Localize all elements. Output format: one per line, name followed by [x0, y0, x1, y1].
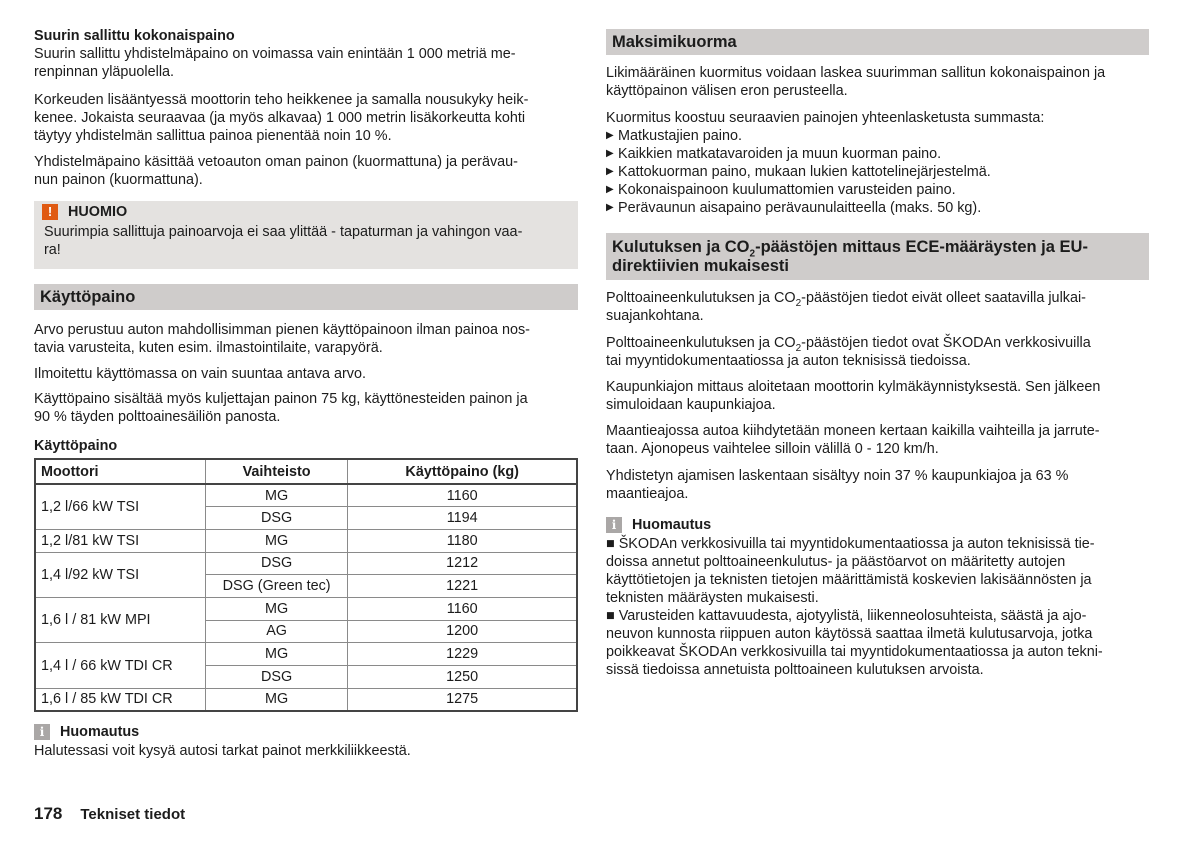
title-subscript: 2 [749, 248, 756, 260]
subscript: 2 [795, 297, 802, 309]
max-load-bullet-list [606, 127, 1149, 217]
list-item [606, 127, 1149, 145]
gross-weight-heading: Suurin sallittu kokonaispaino [34, 28, 235, 44]
weight-cell: 1160 [348, 484, 577, 507]
list-item [606, 163, 1149, 181]
gearbox-cell: DSG [205, 666, 348, 689]
left-note-text: Halutessasi voit kysyä autosi tarkat painot merkkiliikkeestä. [34, 743, 411, 759]
title-text: Kulutuksen ja CO [612, 238, 750, 256]
gross-weight-p3: Yhdistelmäpaino käsittää vetoauton oman painon (kuormattuna) ja perävau- nun painon (kuormattuna). [34, 154, 518, 188]
engine-cell: 1,4 l/92 kW TSI [35, 552, 205, 597]
text: suajankohtana. [606, 308, 704, 324]
gearbox-cell: DSG [205, 507, 348, 530]
weight-cell: 1160 [348, 597, 577, 620]
gearbox-cell: MG [205, 529, 348, 552]
left-note-title: Huomautus [60, 724, 140, 740]
info-icon: i [606, 517, 622, 533]
consumption-title-line2: direktiivien mukaisesti [612, 257, 789, 275]
table-row [35, 688, 577, 711]
gearbox-cell: DSG [205, 552, 348, 575]
triangle-bullet-icon: ▶ [606, 184, 614, 195]
left-note [34, 722, 578, 760]
triangle-bullet-icon: ▶ [606, 166, 614, 177]
text: tai myyntidokumentaatiossa ja auton teknisissä tiedoissa. [606, 353, 971, 369]
header-weight: Käyttöpaino (kg) [348, 459, 577, 484]
weight-cell: 1200 [348, 620, 577, 643]
gearbox-cell: MG [205, 643, 348, 666]
right-note-item-2: ■ Varusteiden kattavuudesta, ajotyylistä, liikenneolosuhteista, säästä ja ajo- neuvon kunnosta riippuen auton käytössä saattaa ilmetä kulutusarvoja, jotka poikkeavat ŠKODAn verkkosivuilla tai myyntidokumentaatiossa ja auton tekni- sissä tiedoissa annetuista polttoaineen kulutuksen arvoista. [606, 608, 1103, 678]
warning-text: Suurimpia sallittuja painoarvoja ei saa ylittää - tapaturman ja vahingon vaa- ra! [44, 224, 523, 258]
table-row [35, 643, 577, 666]
weight-cell: 1275 [348, 688, 577, 711]
gearbox-cell: AG [205, 620, 348, 643]
kerb-weight-p3: Käyttöpaino sisältää myös kuljettajan painon 75 kg, käyttönesteiden painon ja 90 % täyden polttoainesäiliön panosta. [34, 391, 528, 425]
table-row [35, 597, 577, 620]
kerb-weight-p2: Ilmoitettu käyttömassa on vain suuntaa antava arvo. [34, 366, 366, 382]
weight-cell: 1194 [348, 507, 577, 530]
engine-cell: 1,6 l / 85 kW TDI CR [35, 688, 205, 711]
gross-weight-block [34, 27, 578, 81]
right-note-item-1: ■ ŠKODAn verkkosivuilla tai myyntidokumentaatiossa ja auton teknisissä tie- doissa annetut polttoaineenkulutus- ja päästöarvot on määritetty autojen käyttötietojen ja teknisten tietojen määrittämistä koskevien lakisäännösten ja teknisten määräysten mukaisesti. [606, 536, 1095, 606]
warning-title: HUOMIO [68, 204, 128, 220]
gearbox-cell: DSG (Green tec) [205, 575, 348, 598]
weight-cell: 1212 [348, 552, 577, 575]
bullet-text: Kaikkien matkatavaroiden ja muun kuorman paino. [618, 146, 942, 162]
bullet-text: Perävaunun aisapaino perävaunulaitteella (maks. 50 kg). [618, 200, 982, 216]
max-load-p2: Kuormitus koostuu seuraavien painojen yhteenlasketusta summasta: [606, 110, 1045, 126]
text: Polttoaineenkulutuksen ja CO [606, 290, 796, 306]
engine-cell: 1,4 l / 66 kW TDI CR [35, 643, 205, 688]
text: Polttoaineenkulutuksen ja CO [606, 335, 796, 351]
consumption-p1 [606, 289, 1149, 325]
subscript: 2 [795, 342, 802, 354]
bullet-text: Kokonaispainoon kuulumattomien varusteiden paino. [618, 182, 956, 198]
weight-cell: 1180 [348, 529, 577, 552]
gross-weight-p1: Suurin sallittu yhdistelmäpaino on voimassa vain enintään 1 000 metriä me- renpinnan yläpuolella. [34, 46, 516, 80]
weight-cell: 1229 [348, 643, 577, 666]
gross-weight-p2: Korkeuden lisääntyessä moottorin teho heikkenee ja samalla nousukyky heik- kenee. Jokaista seuraavaa (ja myös alkavaa) 1 000 metrin lisäkorkeutta kohti täytyy yhdistelmän sallittua painoa pienentää noin 10 %. [34, 92, 529, 144]
right-note-title: Huomautus [632, 517, 712, 533]
header-gearbox: Vaihteisto [205, 459, 348, 484]
list-item [606, 181, 1149, 199]
list-item [606, 145, 1149, 163]
triangle-bullet-icon: ▶ [606, 202, 614, 213]
triangle-bullet-icon: ▶ [606, 130, 614, 141]
engine-cell: 1,2 l/81 kW TSI [35, 529, 205, 552]
warning-header [42, 201, 568, 223]
consumption-title-line1 [612, 238, 1143, 260]
consumption-p5: Yhdistetyn ajamisen laskentaan sisältyy noin 37 % kaupunkiajoa ja 63 % maantieajoa. [606, 468, 1069, 502]
weight-cell: 1250 [348, 666, 577, 689]
table-row [35, 529, 577, 552]
header-engine: Moottori [35, 459, 205, 484]
right-note [606, 515, 1149, 679]
triangle-bullet-icon: ▶ [606, 148, 614, 159]
chapter-title: Tekniset tiedot [80, 806, 186, 823]
kerb-weight-table [34, 458, 578, 712]
consumption-p4: Maantieajossa autoa kiihdytetään moneen kertaan kaikilla vaihteilla ja jarrute- taan. Ajonopeus vaihtelee silloin välillä 0 - 120 km/h. [606, 423, 1100, 457]
kerb-weight-p1: Arvo perustuu auton mahdollisimman pienen käyttöpainoon ilman painoa nos- tavia varusteita, kuten esim. ilmastointilaite, varapyörä. [34, 322, 530, 356]
table-row [35, 552, 577, 575]
page-number: 178 [34, 804, 63, 823]
text: -päästöjen tiedot eivät olleet saatavilla julkai- [801, 290, 1086, 306]
weight-cell: 1221 [348, 575, 577, 598]
table-row [35, 484, 577, 507]
bullet-text: Kattokuorman paino, mukaan lukien kattotelinejärjestelmä. [618, 164, 991, 180]
max-load-p1: Likimääräinen kuormitus voidaan laskea suurimman sallitun kokonaispainon ja käyttöpainon välisen eron perusteella. [606, 65, 1106, 99]
gearbox-cell: MG [205, 688, 348, 711]
engine-cell: 1,6 l / 81 kW MPI [35, 597, 205, 642]
info-icon: i [34, 724, 50, 740]
list-item [606, 199, 1149, 217]
warning-icon: ! [42, 204, 58, 220]
gearbox-cell: MG [205, 484, 348, 507]
section-title-consumption [606, 233, 1149, 280]
warning-box [34, 201, 578, 269]
title-text: -päästöjen mittaus ECE-määräysten ja EU- [755, 238, 1088, 256]
table-caption: Käyttöpaino [34, 438, 118, 454]
right-note-header [606, 515, 1149, 535]
left-note-header [34, 722, 578, 742]
bullet-text: Matkustajien paino. [618, 128, 742, 144]
consumption-p3: Kaupunkiajon mittaus aloitetaan moottorin kylmäkäynnistyksestä. Sen jälkeen simuloidaan kaupunkiajoa. [606, 379, 1101, 413]
page-footer [34, 805, 185, 824]
text: -päästöjen tiedot ovat ŠKODAn verkkosivuilla [801, 335, 1091, 351]
gearbox-cell: MG [205, 597, 348, 620]
section-title-kerb-weight: Käyttöpaino [34, 284, 578, 310]
consumption-p2 [606, 334, 1149, 370]
kerb-weight-table-wrap [34, 458, 578, 712]
table-header-row [35, 459, 577, 484]
section-title-max-load: Maksimikuorma [606, 29, 1149, 55]
engine-cell: 1,2 l/66 kW TSI [35, 484, 205, 529]
